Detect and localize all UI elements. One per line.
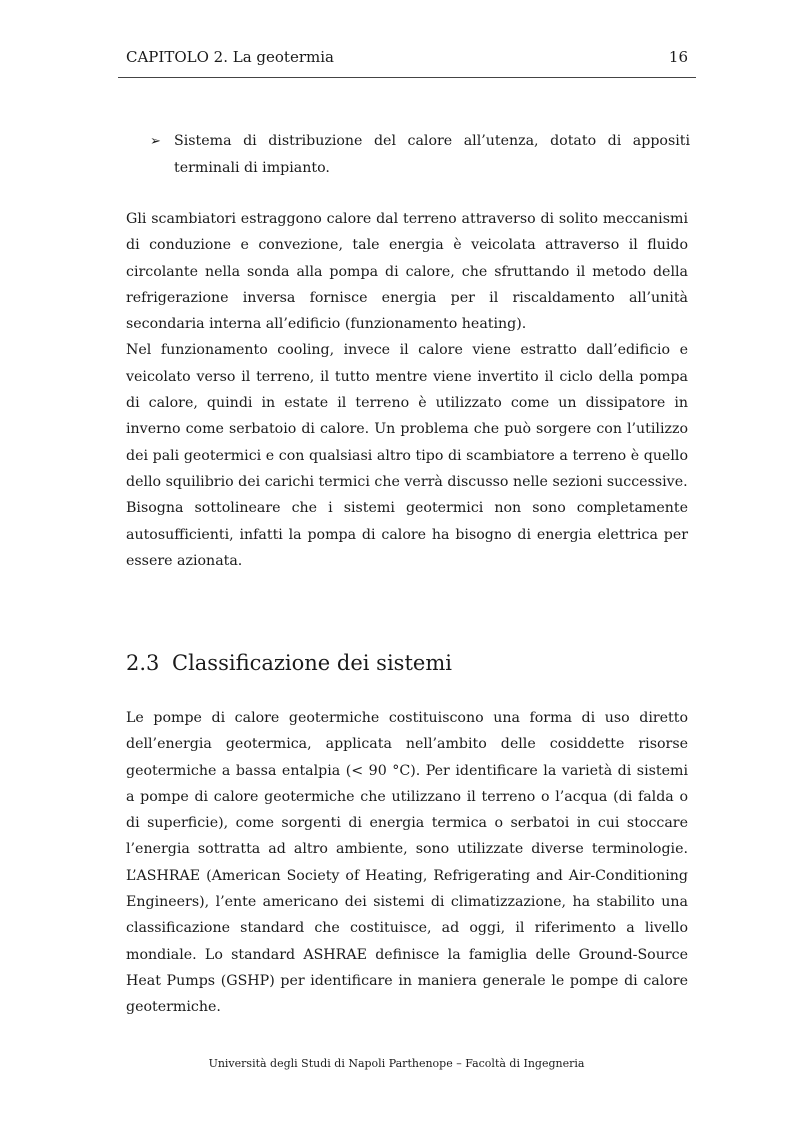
- section-title: Classificazione dei sistemi: [172, 651, 452, 675]
- paragraph: Bisogna sottolineare che i sistemi geotermici non sono completamente autosufficienti, infatti la pompa di calore ha bisogno di energia elettrica per essere azionata.: [126, 500, 688, 569]
- paragraph: Nel funzionamento cooling, invece il calore viene estratto dall’edificio e veicolato verso il terreno, il tutto mentre viene invertito il ciclo della pompa di calore, quindi in estate il terreno è utilizzato come un dissipatore in inverno come serbatoio di calore. Un problema che può sorgere con l’utilizzo dei pali geotermici e con qualsiasi altro tipo di scambiatore a terreno è quello dello squilibrio dei carichi termici che verrà discusso nelle sezioni successive.: [126, 342, 688, 490]
- chapter-title: CAPITOLO 2. La geotermia: [126, 48, 334, 66]
- bullet-text: Sistema di distribuzione del calore all’utenza, dotato di appositi terminali di impianto.: [174, 133, 690, 176]
- page-number: 16: [668, 48, 688, 66]
- paragraph: Gli scambiatori estraggono calore dal terreno attraverso di solito meccanismi di conduzione e convezione, tale energia è veicolata attraverso il fluido circolante nella sonda alla pompa di calore, che sfruttando il metodo della refrigerazione inversa fornisce energia per il riscaldamento all’unità secondaria interna all’edificio (funzionamento heating).: [126, 211, 688, 333]
- body-text-after-section: [126, 705, 688, 1021]
- page-footer: Università degli Studi di Napoli Parthenope – Facoltà di Ingegneria: [208, 1057, 585, 1070]
- body-text-before-section: [126, 206, 688, 574]
- page-header: [126, 46, 688, 68]
- header-divider: [118, 77, 696, 78]
- section-heading: [126, 648, 452, 678]
- bullet-item: [150, 128, 690, 182]
- paragraph: Le pompe di calore geotermiche costituiscono una forma di uso diretto dell’energia geotermica, applicata nell’ambito delle cosiddette risorse geotermiche a bassa entalpia (< 90 °C). Per identificare la varietà di sistemi a pompe di calore geotermiche che utilizzano il terreno o l’acqua (di falda o di superficie), come sorgenti di energia termica o serbatoi in cui stoccare l’energia sottratta ad altro ambiente, sono utilizzate diverse terminologie. L’ASHRAE (American Society of Heating, Refrigerating and Air-Conditioning Engineers), l’ente americano dei sistemi di climatizzazione, ha stabilito una classificazione standard che costituisce, ad oggi, il riferimento a livello mondiale. Lo standard ASHRAE definisce la famiglia delle Ground-Source Heat Pumps (GSHP) per identificare in maniera generale le pompe di calore geotermiche.: [126, 710, 688, 1016]
- section-number: 2.3: [126, 651, 160, 675]
- arrow-bullet-icon: ➢: [150, 134, 161, 149]
